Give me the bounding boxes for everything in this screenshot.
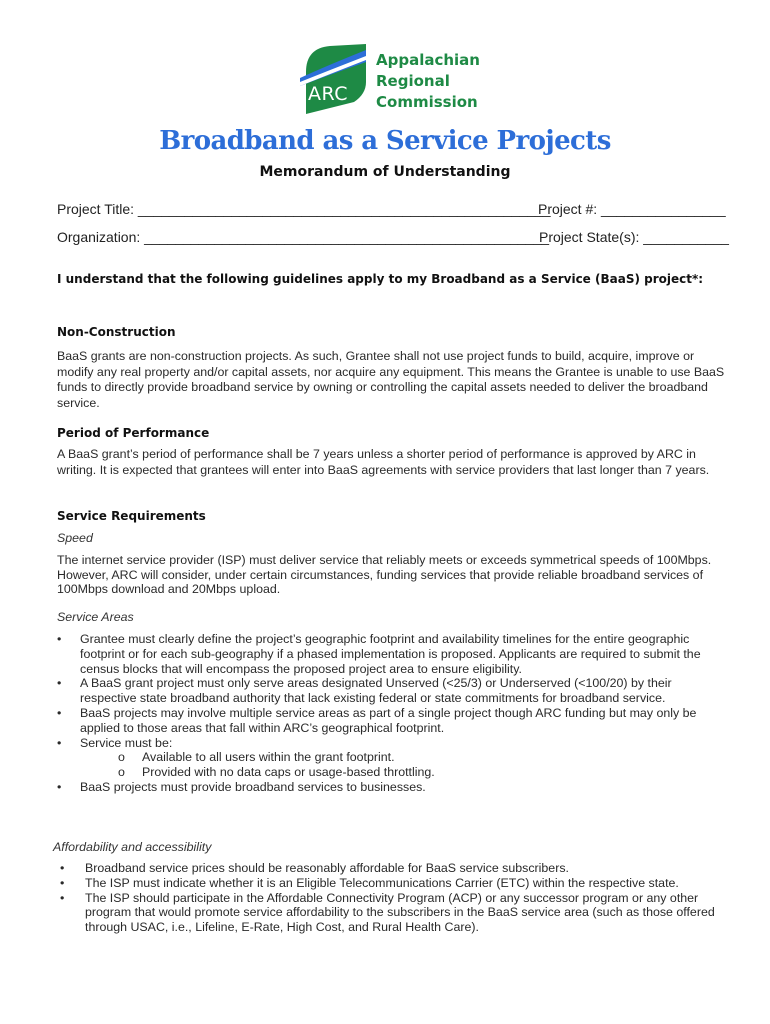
- sub-list-item: o Provided with no data caps or usage-based throttling.: [118, 765, 435, 780]
- org-name-line-3: Commission: [376, 93, 478, 111]
- page-title: Broadband as a Service Projects: [159, 126, 611, 156]
- project-title-field[interactable]: Project Title: _____________________________________________________: [57, 201, 551, 217]
- list-item: • BaaS projects must provide broadband services to businesses.: [57, 779, 426, 794]
- service-requirements-heading: Service Requirements: [57, 509, 206, 523]
- list-item: • The ISP must indicate whether it is an Eligible Telecommunications Carrier (ETC) within the respective state.: [60, 875, 679, 890]
- affordability-list: [60, 861, 727, 935]
- list-item: • Service must be: o Available to all users within the grant footprint. o Provided with no data caps or usage-based throttling.: [57, 736, 727, 780]
- project-number-field[interactable]: Project #: ________________: [538, 201, 726, 217]
- arc-badge-text: ARC: [308, 83, 349, 105]
- organization-name: [376, 50, 480, 113]
- period-heading: Period of Performance: [57, 426, 210, 440]
- org-name-line-1: Appalachian: [376, 51, 480, 69]
- service-areas-list: [57, 632, 727, 795]
- intro-statement: I understand that the following guidelines apply to my Broadband as a Service (BaaS) project*:: [57, 272, 704, 286]
- project-states-field[interactable]: Project State(s): ___________: [539, 229, 729, 245]
- sub-list-item: o Available to all users within the grant footprint.: [118, 750, 395, 765]
- non-construction-heading: Non-Construction: [57, 325, 176, 339]
- organization-field[interactable]: Organization: ____________________________________________________: [57, 229, 550, 245]
- page-subtitle: Memorandum of Understanding: [259, 164, 511, 180]
- org-name-line-2: Regional: [376, 72, 450, 90]
- speed-label: Speed: [57, 531, 93, 545]
- service-areas-label: Service Areas: [57, 610, 134, 624]
- list-item: • Grantee must clearly define the project’s geographic footprint and availability timelines for the entire geographic footprint or for each sub-geography if a phased implementation is proposed. Applicants are required to submit the census blocks that will encompass the proposed project area to ensure eligibility.: [57, 632, 701, 676]
- arc-logo-mark: [296, 42, 372, 118]
- speed-body: The internet service provider (ISP) must deliver service that reliably meets or exceeds symmetrical speeds of 100Mbps. However, ARC will consider, under certain circumstances, funding services that provide reliable broadband services of 100Mbps download and 20Mbps upload.: [57, 553, 712, 597]
- period-body: A BaaS grant’s period of performance shall be 7 years unless a shorter period of performance is approved by ARC in writing. It is expected that grantees will enter into BaaS agreements with service providers that last longer than 7 years.: [57, 447, 710, 477]
- list-item: • A BaaS grant project must only serve areas designated Unserved (<25/3) or Underserved (<100/20) by their respective state broadband authority that lack existing federal or state commitments for broadband service.: [57, 676, 672, 706]
- arc-logo: [296, 42, 480, 118]
- list-item: • BaaS projects may involve multiple service areas as part of a single project though ARC funding but may only be applied to those areas that fall within ARC’s geographical footprint.: [57, 705, 697, 735]
- service-sub-list: [80, 750, 727, 780]
- affordability-label: Affordability and accessibility: [53, 840, 212, 854]
- list-item: • The ISP should participate in the Affordable Connectivity Program (ACP) or any successor program or any other program that would promote service affordability to the subscribers in the BaaS service area (such as those offered through USAC, i.e., Lifeline, E-Rate, High Cost, and Rural Health Care).: [60, 890, 715, 935]
- list-item: • Broadband service prices should be reasonably affordable for BaaS service subscribers.: [60, 861, 569, 875]
- non-construction-body: BaaS grants are non-construction projects. As such, Grantee shall not use project funds to build, acquire, improve or modify any real property and/or capital assets, nor acquire any equipment. This means the Grantee is unable to use BaaS funds to directly provide broadband service by owning or controlling the capital assets needed to deliver the broadband service.: [57, 349, 725, 410]
